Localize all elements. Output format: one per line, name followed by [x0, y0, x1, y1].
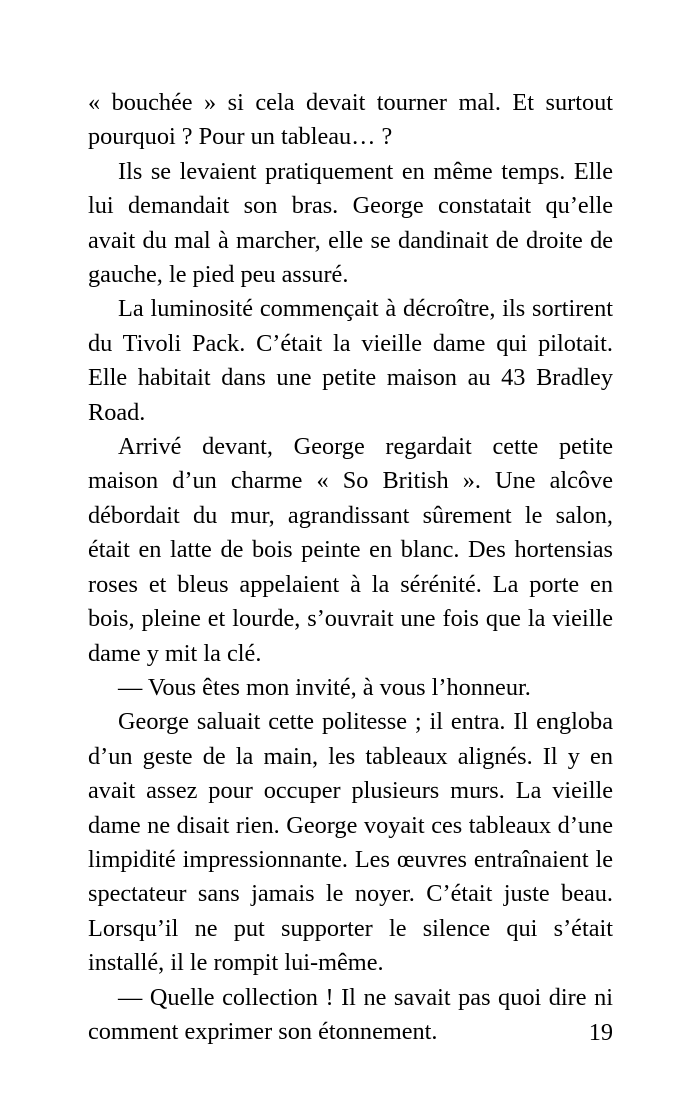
paragraph-continuation: « bouchée » si cela devait tourner mal. Et surtout pourquoi ? Pour un tableau… ?	[88, 89, 613, 151]
page-number: 19	[588, 1019, 613, 1046]
paragraph: Arrivé devant, George regardait cette petite maison d’un charme « So British ». Une alcôve débordait du mur, agrandissant sûrement le salon, était en latte de bois peinte en blanc. Des hortensias roses et bleus appelaient à la sérénité. La porte en bois, pleine et lourde, s’ouvrait une fois que la vieille dame y mit la clé.	[88, 433, 613, 667]
paragraph: La luminosité commençait à décroître, ils sortirent du Tivoli Pack. C’était la vieille dame qui pilotait. Elle habitait dans une petite maison au 43 Bradley Road.	[88, 295, 613, 426]
paragraph: Ils se levaient pratiquement en même temps. Elle lui demandait son bras. George constatait qu’elle avait du mal à marcher, elle se dandinait de droite de gauche, le pied peu assuré.	[88, 157, 613, 289]
dialogue-line: — Quelle collection ! Il ne savait pas quoi dire ni comment exprimer son étonnement.	[88, 983, 613, 1045]
dialogue-line: — Vous êtes mon invité, à vous l’honneur.	[118, 673, 531, 701]
paragraph: George saluait cette politesse ; il entra. Il engloba d’un geste de la main, les tableaux alignés. Il y en avait assez pour occuper plusieurs murs. La vieille dame ne disait rien. George voyait ces tableaux d’une limpidité impressionnante. Les œuvres entraînaient le spectateur sans jamais le noyer. C’était juste beau. Lorsqu’il ne put supporter le silence qui s’était installé, il le rompit lui-même.	[88, 708, 613, 977]
page-body-text	[88, 86, 613, 1049]
